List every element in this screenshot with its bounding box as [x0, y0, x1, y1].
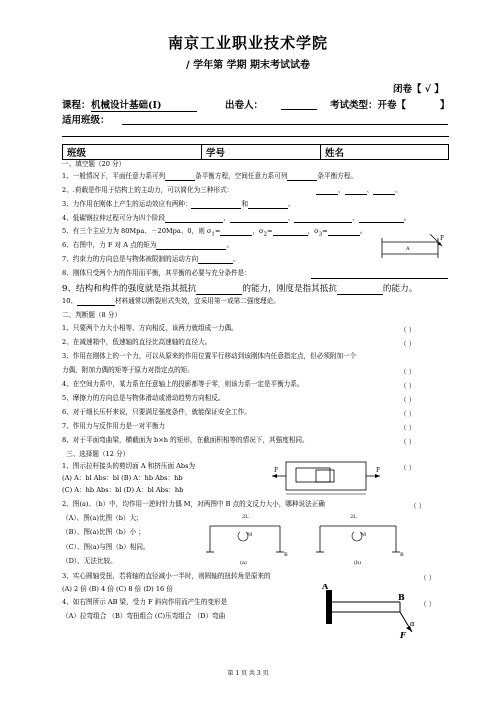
fill-q1 — [62, 172, 357, 181]
answer-paren: （ ） — [400, 326, 416, 334]
answer-paren: （ ） — [400, 424, 416, 432]
choice-q1-opts-1: (A) A：bl Abs：bl (B) A：hb Abs：hb — [62, 474, 183, 482]
fill-q8 — [62, 269, 251, 277]
choice-q4: 4、如右图所示 AB 梁，受力 F 斜向作用而产生的变形是 — [62, 598, 228, 606]
fill-q3: 3、力作用在刚体上产生的运动效应有两种： 和 。 — [62, 200, 295, 208]
name-cell: 姓名 — [321, 145, 449, 160]
closed-book-mark: 闭卷【 √ 】 — [393, 84, 444, 95]
fill-q5-text: 5、有三个主应力为 80Mpa、－20Mpa、0，则 σ — [62, 227, 212, 235]
blank — [165, 172, 195, 181]
fill-q9-part1: 9、结构和构件的强度就是指其抵抗 — [62, 284, 197, 294]
svg-text:F: F — [376, 467, 381, 474]
class-blank — [122, 124, 448, 125]
cantilever-figure — [320, 584, 430, 640]
svg-text:α: α — [410, 620, 415, 628]
judge-item-3: 3、作用在刚体上的一个力，可以从原来的作用位置平行移动到该刚体内任意指定点，但必须附加一个 — [62, 352, 357, 360]
section1-heading: 一、填空题（20 分） — [62, 160, 126, 168]
choice-q2: 2、图(a)、（b）中，均作用一逆时针力偶 M，对两图中 B 点的支反力大小，哪种说法正确 — [62, 500, 325, 508]
section2-heading: 二、判断题（8 分） — [62, 311, 122, 319]
label-2l-b: 2L — [350, 514, 357, 520]
choice-q2-opt-c: （C）、图(a)与图（b）相同。 — [62, 543, 150, 551]
choice-q3-opts: (A) 2 倍 (B) 4 倍 (C) 8 倍 (D) 16 倍 — [62, 585, 173, 593]
answer-paren: （ ） — [400, 368, 416, 376]
fill-q1-part3: 条平衡方程。 — [317, 172, 357, 180]
answer-paren: （ ） — [410, 502, 426, 510]
school-title: 南京工业职业技术学院 — [167, 34, 328, 52]
fill-q3-part1: 3、力作用在刚体上产生的运动效应有两种： — [62, 200, 192, 208]
fill-q3-part2: 和 — [241, 200, 249, 208]
choice-q4-opts: （A）拉弯组合 （B）弯扭组合 (C)压弯组合 （D）弯曲 — [62, 612, 226, 620]
exam-type-label: 考试类型：开卷【 — [330, 100, 407, 111]
fill-q2-blanks: 、 、 。 — [316, 186, 402, 195]
separator-line — [62, 136, 449, 137]
answer-paren: （ ） — [420, 574, 436, 582]
fill-q1-part1: 1、一般情况下，平面任意力系可列 — [62, 172, 166, 180]
label-2l-a: 2L — [242, 514, 249, 520]
course-name: 机械设计基础(Ⅰ) — [91, 97, 197, 112]
fill-q10-part2: 材料通常以断裂形式失效，宜采用第一或第二强度理论。 — [114, 297, 280, 305]
fill-q9-part3: 的能力。 — [382, 284, 418, 294]
judge-item-3-cont: 力偶，附加力偶的矩等于原力对指定点的矩。 — [62, 366, 194, 374]
eq-sign: = — [214, 227, 221, 235]
fill-q2-text: 2、.荷载是作用于结构上的主动力，可以简化为三种形式： — [62, 186, 234, 194]
fill-q1-part2: 条平衡方程，空间任意力系可列 — [195, 172, 288, 180]
svg-text:M: M — [247, 532, 253, 538]
setter-label: 出卷人： — [225, 100, 264, 111]
judge-item-1: 1、只要两个力大小相等、方向相反，该两力就组成一力偶。 — [62, 324, 238, 332]
student-id-cell: 学号 — [202, 145, 321, 160]
course-label: 课程： — [62, 100, 91, 111]
svg-text:(a): (a) — [240, 560, 247, 566]
svg-text:(b): (b) — [354, 560, 362, 566]
fill-q7: 7、约束力的方向总是与物体被限制的运动方向 。 — [62, 255, 240, 263]
fill-q9 — [62, 282, 417, 295]
svg-text:M: M — [361, 532, 367, 538]
fill-q4: 4、低碳钢拉伸过程可分为四个阶段 、 、 、 。 — [62, 214, 411, 222]
sigma-sub1: 1 — [211, 231, 215, 238]
answer-paren: （ ） — [420, 600, 436, 608]
fill-q6: 6、右图中，力 F 对 A 点的矩为 。 — [62, 241, 234, 249]
choice-q1-opts-2: (C) A：hb Abs：bl (D) A：bl Abs：hb — [62, 486, 184, 494]
fill-q6-text: 6、右图中，力 F 对 A 点的矩为 — [62, 241, 157, 249]
fill-q9-part2: 的能力，刚度是指其抵抗 — [242, 284, 337, 294]
choice-q2-opt-a: （A）、图(a)比图（b）大； — [62, 514, 143, 522]
term-line: / 学年第 学期 期末考试试卷 — [185, 60, 311, 71]
judge-item-5: 5、摩擦力的方向总是与物体滑动或滑动趋势方向相反。 — [62, 394, 225, 402]
choice-q1: 1、图示拉杆接头的剪切面 A 和挤压面 Abs为 — [62, 462, 196, 470]
fill-q10 — [62, 297, 280, 306]
exam-type-end: 】 — [440, 100, 450, 111]
fill-q10-part1: 10、 — [62, 297, 77, 305]
fill-q2 — [62, 186, 233, 194]
svg-text:F: F — [274, 467, 279, 474]
svg-text:A: A — [322, 584, 329, 591]
answer-paren: （ ） — [400, 382, 416, 390]
setter-blank — [281, 109, 317, 110]
class-cell: 班级 — [63, 145, 202, 160]
answer-paren: （ ） — [400, 410, 416, 418]
blank — [287, 172, 317, 181]
judge-item-6: 6、对于细长压杆来说，只要满足强度条件，就能保证安全工作。 — [62, 408, 251, 416]
answer-paren: （ ） — [400, 396, 416, 404]
svg-text:B: B — [400, 552, 404, 558]
svg-text:B: B — [398, 592, 405, 602]
svg-text:F: F — [440, 235, 445, 242]
fill-q5: 5、有三个主应力为 80Mpa、－20Mpa、0，则 $\sigma_1=$ ，$\sigma_2=$ ，$\sigma_3=$ 。 — [62, 227, 367, 238]
answer-paren: （ ） — [400, 340, 416, 348]
student-info-table — [62, 144, 449, 160]
judge-item-7: 7、作用力与反作用力是一对平衡力 — [62, 422, 166, 430]
choice-q2-opt-b: （B）、图(a)比图（b）小 ； — [62, 528, 145, 536]
moment-figure — [376, 234, 448, 262]
judge-item-8: 8、对于平面弯曲梁，横截面为 b×h 的矩形，在截面积相等的情况下，其强度相同。 — [62, 436, 309, 444]
svg-text:B: B — [284, 552, 288, 558]
answer-paren: （ ） — [400, 464, 416, 472]
joint-figure — [272, 456, 384, 496]
class-label: 适用班级： — [62, 115, 110, 126]
page-footer: 第 1 页 共 3 页 — [227, 670, 269, 677]
frame-figures — [200, 512, 420, 566]
fill-q8-blank — [311, 278, 448, 279]
section3-heading: 三、选择题（12 分） — [66, 450, 130, 458]
fill-q8-text: 8、刚体只受两个力的作用而平衡，其平衡的必要与充分条件是： — [62, 269, 251, 277]
judge-item-2: 2、在减速箱中，低速轴的直径比高速轴的直径大。 — [62, 338, 212, 346]
svg-text:F: F — [400, 630, 406, 640]
choice-q3: 3、实心圆轴受扭，若将轴的直径减小一半时，则圆轴的扭转角是原来的 — [62, 572, 271, 580]
fill-q4-text: 4、低碳钢拉伸过程可分为四个阶段 — [62, 214, 166, 222]
judge-item-4: 4、在空间力系中，某力系在任意轴上的投影都等于零，则该力系一定是平衡力系。 — [62, 380, 304, 388]
svg-text:A: A — [406, 246, 410, 252]
answer-paren: （ ） — [400, 438, 416, 446]
choice-q2-opt-d: （D）、无法比较。 — [62, 557, 117, 565]
fill-q7-text: 7、约束力的方向总是与物体被限制的运动方向 — [62, 255, 199, 263]
